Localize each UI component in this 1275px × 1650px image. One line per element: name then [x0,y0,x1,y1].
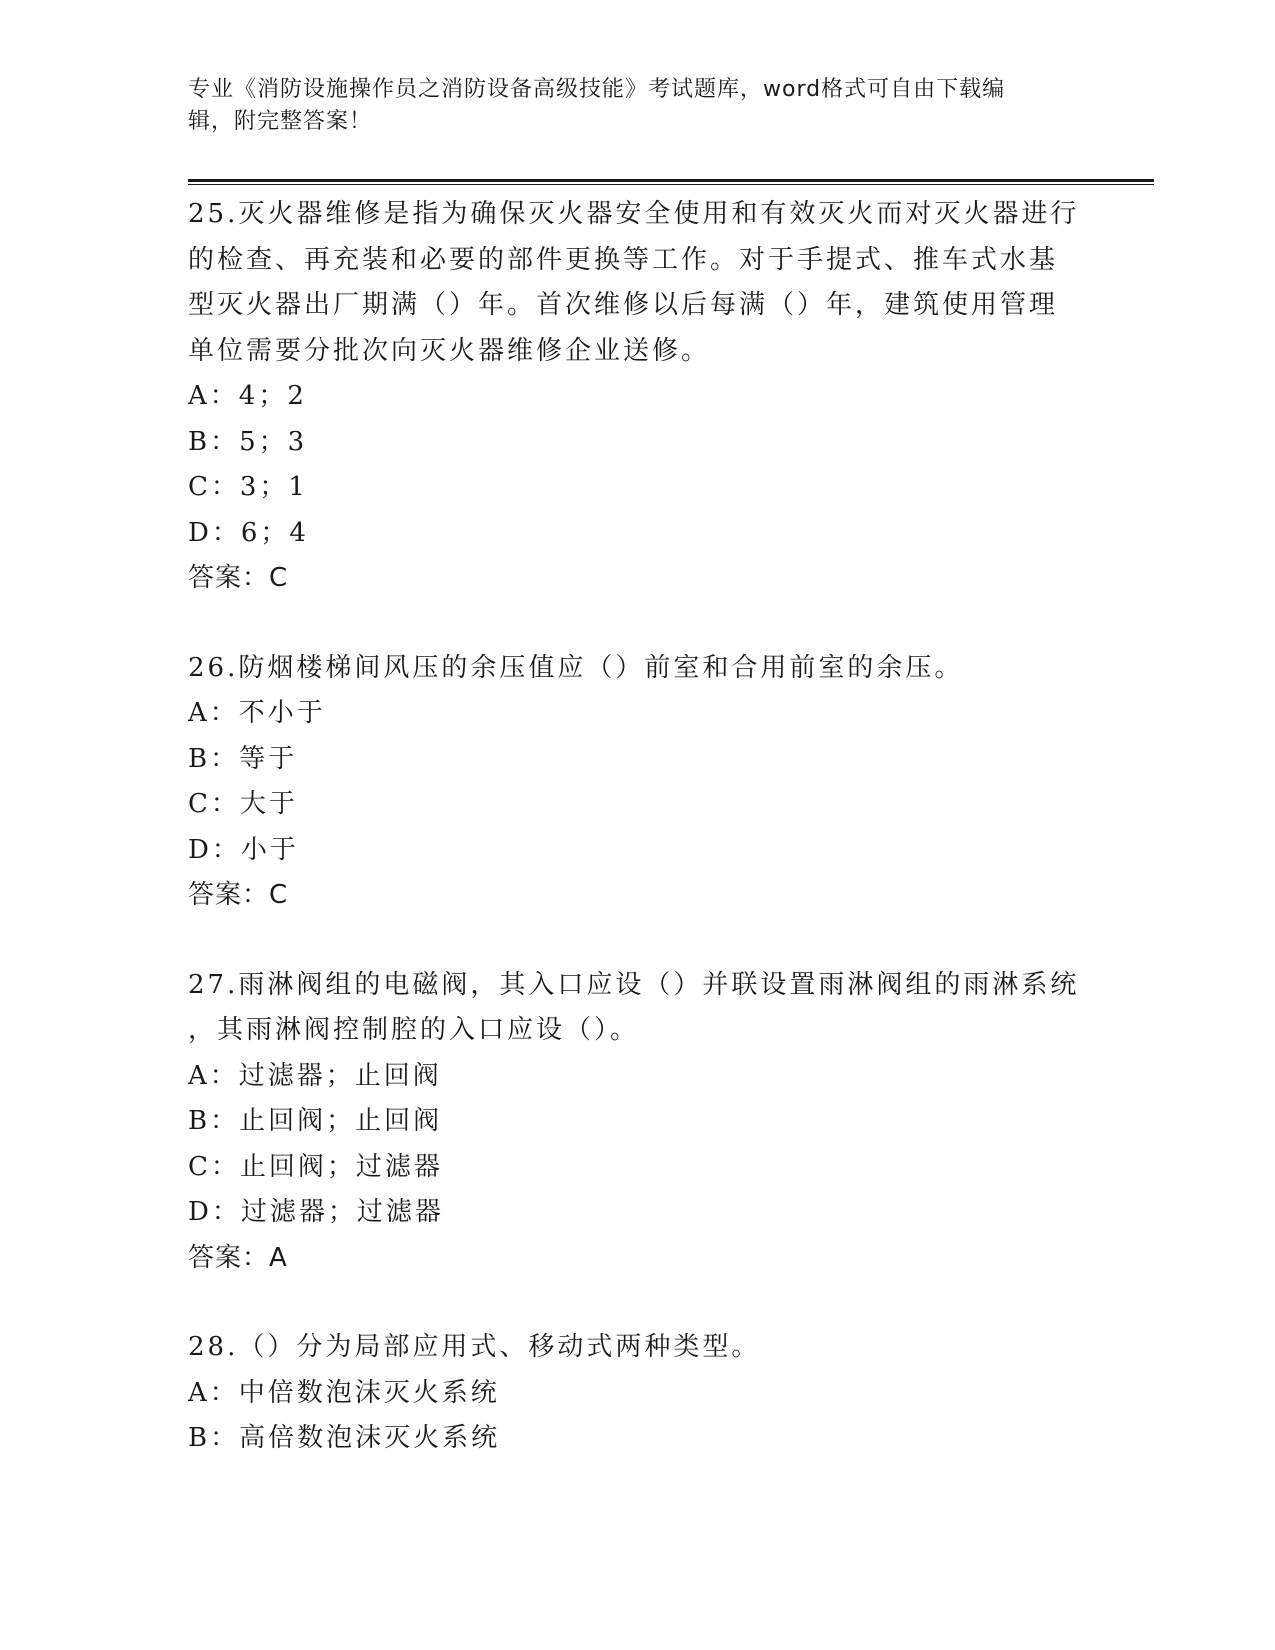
document-header [188,74,1078,138]
option-d: D：过滤器；过滤器 [188,1197,444,1227]
question-stem-line: 型灭火器出厂期满（）年。首次维修以后每满（）年，建筑使用管理 [188,290,1059,320]
option-a: A：过滤器；止回阀 [188,1060,442,1091]
question-stem-line: 27.雨淋阀组的电磁阀，其入口应设（）并联设置雨淋阀组的雨淋系统 [188,969,1080,1000]
option-d: D：6；4 [188,517,309,548]
answer-line: 答案：C [188,563,289,593]
question-27 [188,963,1088,1282]
header-line-2: 辑，附完整答案！ [188,109,373,134]
question-list [188,192,1088,1506]
header-divider-thin [188,184,1154,185]
question-stem-line: 的检查、再充装和必要的部件更换等工作。对于手提式、推车式水基 [188,244,1059,275]
question-28 [188,1325,1088,1462]
option-b: B：高倍数泡沫灭火系统 [188,1423,501,1453]
option-a: A：不小于 [188,698,326,728]
option-c: C：大于 [188,789,298,819]
question-stem-line: 26.防烟楼梯间风压的余压值应（）前室和合用前室的余压。 [188,652,964,683]
question-stem-line: 单位需要分批次向灭火器维修企业送修。 [188,335,711,366]
option-c: C：止回阀；过滤器 [188,1151,443,1182]
question-25 [188,192,1088,602]
option-b: B：止回阀；止回阀 [188,1106,443,1136]
question-stem-line: 28.（）分为局部应用式、移动式两种类型。 [188,1332,761,1362]
header-divider-thick [188,179,1154,182]
option-b: B：等于 [188,743,298,774]
question-26 [188,646,1088,919]
question-stem-line: 25.灭火器维修是指为确保灭火器安全使用和有效灭火而对灭火器进行 [188,199,1080,229]
option-c: C：3；1 [188,472,308,502]
header-line-1: 专业《消防设施操作员之消防设备高级技能》考试题库，word格式可自由下载编 [188,77,1006,102]
option-d: D：小于 [188,834,299,865]
answer-line: 答案：A [188,1242,288,1273]
question-stem-line: ，其雨淋阀控制腔的入口应设（）。 [188,1015,640,1045]
option-b: B：5；3 [188,426,308,457]
option-a: A：中倍数泡沫灭火系统 [188,1377,500,1408]
answer-line: 答案：C [188,880,289,910]
option-a: A：4；2 [188,381,307,411]
